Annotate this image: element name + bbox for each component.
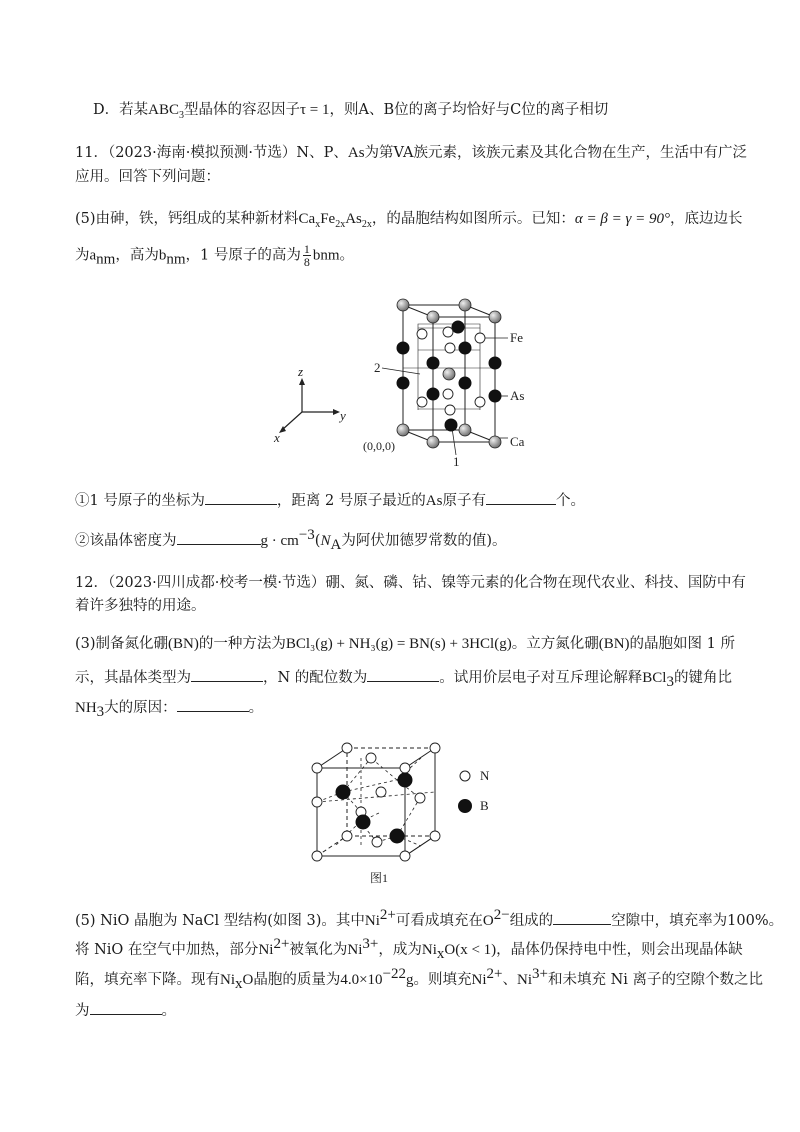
- answer-blank-crystal-type[interactable]: [191, 667, 263, 682]
- formula-fe: Fe: [320, 211, 336, 227]
- element-as: As: [347, 145, 365, 161]
- answer-blank-density[interactable]: [177, 530, 261, 545]
- p5-l2-b: 被氧化为: [289, 942, 348, 958]
- b-atom: [390, 829, 404, 843]
- q12-part5-line2: [75, 936, 743, 962]
- var-b: b: [158, 247, 167, 264]
- q2-paren: (: [314, 533, 321, 549]
- p5-l3-nix-sub: x: [235, 975, 243, 992]
- p5-l1-e: 。: [768, 913, 784, 929]
- option-d-post: ，则A、B位的离子均恰好与C位的离子相切: [329, 102, 609, 118]
- part5-mid: ，的晶胞结构如图所示。已知：: [371, 211, 575, 227]
- p5-l3-nix: Ni: [220, 972, 235, 988]
- q11-part5-line1: [75, 209, 743, 229]
- label-2: 2: [374, 360, 381, 375]
- p3-mid: 的一种方法为: [198, 636, 286, 652]
- unit-nm-1: nm: [96, 251, 116, 268]
- fig1-caption: 图1: [370, 871, 389, 885]
- fe-atom: [417, 397, 427, 407]
- p5-l3-o: O: [242, 972, 254, 988]
- p5-l2-o: O(x < 1): [444, 942, 497, 958]
- n-atom: [430, 831, 440, 841]
- as-atom: [452, 321, 464, 333]
- as-atom: [397, 342, 409, 354]
- p5-l2-ni2: Ni: [258, 942, 274, 958]
- as-atom: [427, 357, 439, 369]
- fe-atom: [445, 405, 455, 415]
- p3-l2-d: 的键角比: [673, 670, 732, 686]
- n-atom: [400, 763, 410, 773]
- fraction-1-8: [303, 243, 311, 268]
- p5-ni-sup: 2+: [379, 907, 396, 924]
- line2-bnm: bnm: [312, 247, 340, 264]
- p5-l1-a: (5) NiO 晶胞为 NaCl 型结构(如图 3)。其中: [75, 913, 365, 929]
- option-d-prefix: D．若某: [93, 102, 149, 118]
- axis-y-label: y: [340, 408, 346, 423]
- p5-l2-nix: Ni: [421, 942, 437, 958]
- frac-den: 8: [303, 255, 310, 269]
- p5-l3-c: 。则填充: [413, 972, 472, 988]
- p5-l1-c: 组成的: [509, 913, 554, 929]
- n-atom: [312, 851, 322, 861]
- n-atom: [342, 831, 352, 841]
- p5-mass-unit: g: [406, 972, 414, 988]
- q11-part5-line2: [75, 243, 354, 268]
- p5-l2-d: ，晶体仍保持电中性，则会出现晶体缺: [496, 942, 743, 958]
- nh3-sub: 3: [96, 703, 105, 720]
- p5-l3-ni2: Ni: [471, 972, 487, 988]
- q2-pre: ②该晶体密度为: [75, 533, 177, 549]
- q11-stem-pre: 11．（2023·海南·模拟预测·节选）N、P、: [75, 145, 348, 161]
- axis-arrow-z: [299, 378, 305, 385]
- line2-end: 。: [339, 247, 355, 264]
- fe-atom: [443, 327, 453, 337]
- b-atom: [336, 785, 350, 799]
- q12-part5-line3: [75, 966, 764, 992]
- legend-n-label: N: [480, 768, 490, 783]
- q12-stem-line2: 着许多独特的用途。: [75, 598, 206, 614]
- p3-post: 。立方氮化硼: [511, 636, 599, 652]
- density-exp: −3: [298, 527, 315, 544]
- ca-atom: [427, 436, 439, 448]
- p5-l4-end: 。: [161, 1003, 176, 1019]
- formula-ca-sub: x: [315, 219, 321, 230]
- option-d: [93, 100, 608, 120]
- p5-l3-a: 陷，填充率下降。现有: [75, 972, 220, 988]
- n-atom: [372, 837, 382, 847]
- n-atom: [342, 743, 352, 753]
- as-atom: [397, 377, 409, 389]
- frac-num: 1: [303, 242, 310, 256]
- p5-l2-ni2-sup: 2+: [273, 936, 290, 953]
- part5-pre: (5)由砷，铁，钙组成的某种新材料: [75, 211, 299, 227]
- q11-sub1: [75, 490, 585, 511]
- n-atom: [366, 753, 376, 763]
- answer-blank-coordination[interactable]: [367, 667, 439, 682]
- reaction-equation: BCl₃(g) + NH₃(g) = BN(s) + 3HCl(g): [285, 636, 512, 652]
- p5-l3-b: 晶胞的质量为: [253, 972, 341, 988]
- label-1: 1: [453, 454, 460, 469]
- bcl3: BCl: [642, 670, 667, 686]
- legend-b-label: B: [480, 798, 489, 813]
- q1-mid: ，距离 2 号原子最近的: [276, 493, 426, 509]
- ca-atom: [489, 436, 501, 448]
- q12-stem-line1: 12．（2023·四川成都·校考一模·节选）硼、氮、磷、钴、镍等元素的化合物在现代农业、科技、国防中有: [75, 575, 746, 591]
- answer-blank-ratio[interactable]: [90, 1000, 162, 1015]
- label-fe: Fe: [510, 330, 523, 345]
- p3-l2-b: ，N 的配位数为: [263, 670, 368, 686]
- angles: α = β = γ = 90°: [574, 211, 671, 227]
- legend-b-icon: [458, 799, 472, 813]
- n-atom: [312, 797, 322, 807]
- p5-l1-b: 可看成填充在: [395, 913, 483, 929]
- p5-l3-ni2-sup: 2+: [486, 966, 503, 983]
- q1-pre: ①1 号原子的坐标为: [75, 493, 205, 509]
- axis-z-label: z: [298, 364, 304, 379]
- fe-atom: [443, 389, 453, 399]
- tau-value: τ = 1: [299, 102, 330, 118]
- unit-nm-2: nm: [166, 251, 186, 268]
- part5-end: ，底边边长: [670, 211, 743, 227]
- q12-part3-line1: [75, 634, 735, 654]
- p5-l2-ni3-sup: 3+: [362, 936, 379, 953]
- q12-part5-line1: [75, 907, 784, 931]
- density-unit: g · cm: [260, 533, 299, 549]
- q11-stem-line1: [75, 143, 747, 163]
- axis-arrow-y: [333, 409, 340, 415]
- crystal-cell-figure: [270, 290, 550, 470]
- bn-cell-figure: [305, 742, 505, 887]
- p3-l3: 大的原因：: [104, 700, 177, 716]
- as-atom: [445, 419, 457, 431]
- p5-o: O: [482, 913, 494, 929]
- n-atoms: [312, 743, 440, 861]
- formula-ca: Ca: [298, 211, 316, 227]
- as-atom: [459, 342, 471, 354]
- fe-atom: [417, 329, 427, 339]
- ca-atom-center: [443, 368, 455, 380]
- formula-as-sub: 2x: [361, 219, 372, 230]
- q11-sub2: [75, 527, 507, 553]
- ca-atom: [489, 311, 501, 323]
- fe-atom: [475, 397, 485, 407]
- answer-blank-count[interactable]: [486, 490, 556, 505]
- axis-x-label: x: [274, 430, 280, 445]
- p5-l3-ni3-sup: 3+: [532, 966, 548, 983]
- q12-part3-line2: [75, 667, 732, 688]
- as-atom: [459, 377, 471, 389]
- q2-post: 为阿伏加德罗常数的值)。: [341, 533, 507, 549]
- p5-mass: 4.0×10: [340, 972, 383, 988]
- p5-l2-nix-sub: x: [436, 945, 445, 962]
- ca-atom: [459, 299, 471, 311]
- p5-mass-exp: −22: [382, 966, 407, 983]
- n-atom: [415, 793, 425, 803]
- q1-mid2: 原子有: [442, 493, 486, 509]
- p5-l2-ni3: Ni: [347, 942, 363, 958]
- avogadro-sub: A: [330, 536, 342, 553]
- line2-c: ，1 号原子的高为: [185, 247, 301, 264]
- p5-l3-e: 和未填充 Ni 离子的空隙个数之比: [547, 972, 764, 988]
- avogadro-n: N: [320, 533, 331, 549]
- as-atom: [489, 357, 501, 369]
- ca-atom: [397, 424, 409, 436]
- p3-l3-end: 。: [248, 700, 264, 716]
- p3-l2-a: 示，其晶体类型为: [75, 670, 191, 686]
- as-atom: [489, 390, 501, 402]
- formula-fe-sub: 2x: [335, 219, 346, 230]
- axes: [282, 382, 336, 430]
- ca-atom: [397, 299, 409, 311]
- q12-part5-line4: [75, 1000, 176, 1021]
- formula-sub: 3: [178, 110, 184, 121]
- as-atom: [427, 388, 439, 400]
- legend-n-icon: [460, 771, 470, 781]
- p5-ni: Ni: [364, 913, 380, 929]
- q1-as: As: [425, 493, 443, 509]
- fe-atom: [475, 333, 485, 343]
- label-ca: Ca: [510, 434, 525, 449]
- option-d-mid: 型晶体的容忍因子: [183, 102, 300, 118]
- var-a: a: [89, 247, 97, 264]
- p3-bn: (BN): [168, 636, 199, 652]
- p5-l2-c: ，成为: [378, 942, 422, 958]
- p5-l2-a: 将 NiO 在空气中加热，部分: [75, 942, 259, 958]
- formula-cafeas: [298, 211, 372, 230]
- formula-abc: ABC: [148, 102, 179, 118]
- n-atom: [376, 787, 386, 797]
- answer-blank-coord[interactable]: [205, 490, 277, 505]
- q11-stem-post: 为第VA族元素，该族元素及其化合物在生产，生活中有广泛: [364, 145, 748, 161]
- formula-as: As: [345, 211, 362, 227]
- line2-b: ，高为: [115, 247, 159, 264]
- bcl3-sub: 3: [666, 673, 674, 690]
- label-as: As: [510, 388, 525, 403]
- ca-atom: [427, 311, 439, 323]
- ca-atom: [459, 424, 471, 436]
- p3-pre: (3)制备氮化硼: [75, 636, 169, 652]
- p5-l3-ni3: Ni: [517, 972, 532, 988]
- line2-a: 为: [75, 247, 90, 264]
- p5-l1-d: 空隙中，填充率为100%: [611, 913, 769, 929]
- q12-part3-line3: [75, 697, 263, 718]
- b-atom: [398, 773, 412, 787]
- fe-atom: [445, 343, 455, 353]
- p3-l2-c: 。试用价层电子对互斥理论解释: [439, 670, 643, 686]
- answer-blank-reason[interactable]: [177, 697, 249, 712]
- q1-post: 个。: [555, 493, 585, 509]
- n-atom: [312, 763, 322, 773]
- formula-abc3: [148, 102, 184, 121]
- b-atom: [356, 815, 370, 829]
- p5-o-sup: 2−: [493, 907, 510, 924]
- label-origin: (0,0,0): [363, 439, 395, 453]
- p3-bn2: (BN): [598, 636, 630, 652]
- nh3: NH: [75, 700, 97, 716]
- answer-blank-void-type[interactable]: [553, 910, 611, 925]
- p5-l4-a: 为: [75, 1003, 90, 1019]
- q11-stem-line2: 应用。回答下列问题：: [75, 169, 220, 185]
- p5-l3-d: 、: [502, 972, 517, 988]
- n-atom: [400, 851, 410, 861]
- p3-post2: 的晶胞如图 1 所: [629, 636, 735, 652]
- n-atom: [430, 743, 440, 753]
